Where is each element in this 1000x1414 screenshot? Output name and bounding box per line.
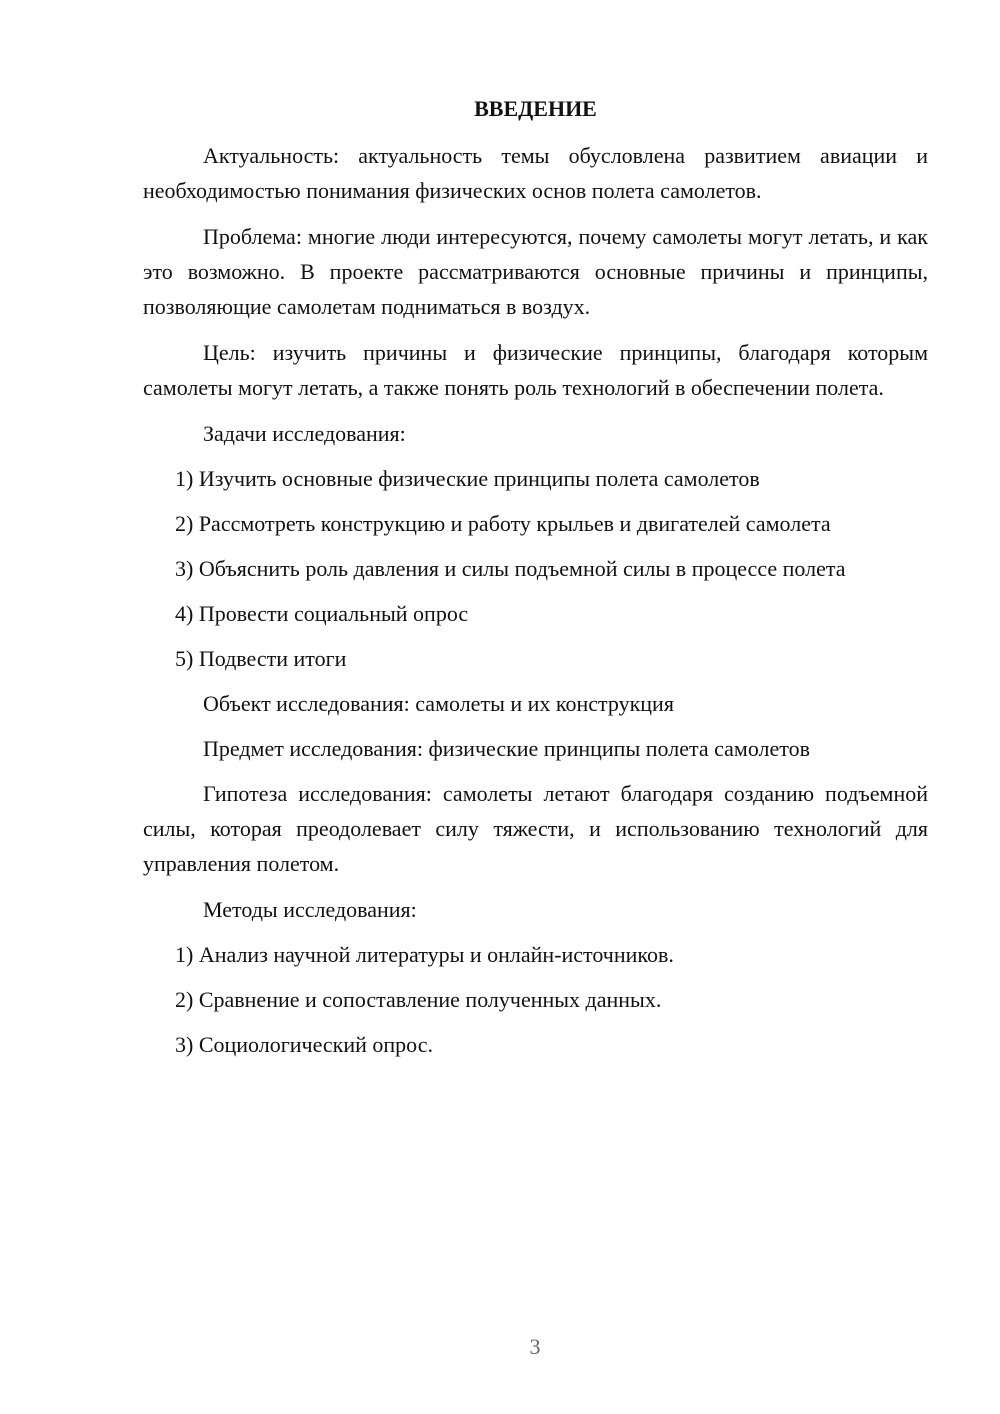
task-item: 4) Провести социальный опрос bbox=[175, 601, 469, 626]
hypothesis-paragraph: Гипотеза исследования: самолеты летают благодаря созданию подъемной силы, которая преодолевает силу тяжести, и использованию технологий для управления полетом. bbox=[143, 781, 928, 876]
section-title: ВВЕДЕНИЕ bbox=[474, 96, 597, 121]
method-item: 3) Социологический опрос. bbox=[175, 1032, 433, 1057]
methods-heading: Методы исследования: bbox=[203, 897, 417, 922]
tasks-heading: Задачи исследования: bbox=[203, 421, 406, 446]
page-number: 3 bbox=[529, 1334, 541, 1359]
task-item: 3) Объяснить роль давления и силы подъемной силы в процессе полета bbox=[175, 556, 846, 581]
task-item: 1) Изучить основные физические принципы полета самолетов bbox=[175, 466, 760, 491]
task-item: 5) Подвести итоги bbox=[175, 646, 347, 671]
method-item: 2) Сравнение и сопоставление полученных данных. bbox=[175, 987, 662, 1012]
object-line: Объект исследования: самолеты и их конструкция bbox=[203, 691, 674, 716]
goal-paragraph: Цель: изучить причины и физические принципы, благодаря которым самолеты могут летать, а также понять роль технологий в обеспечении полета. bbox=[143, 340, 928, 400]
task-item: 2) Рассмотреть конструкцию и работу крыльев и двигателей самолета bbox=[175, 511, 831, 536]
document-body bbox=[143, 92, 928, 1072]
method-item: 1) Анализ научной литературы и онлайн-источников. bbox=[175, 942, 674, 967]
relevance-paragraph: Актуальность: актуальность темы обусловлена развитием авиации и необходимостью понимания физических основ полета самолетов. bbox=[143, 143, 928, 203]
subject-line: Предмет исследования: физические принципы полета самолетов bbox=[203, 736, 810, 761]
problem-paragraph: Проблема: многие люди интересуются, почему самолеты могут летать, и как это возможно. В проекте рассматриваются основные причины и принципы, позволяющие самолетам подниматься в воздух. bbox=[143, 224, 928, 319]
